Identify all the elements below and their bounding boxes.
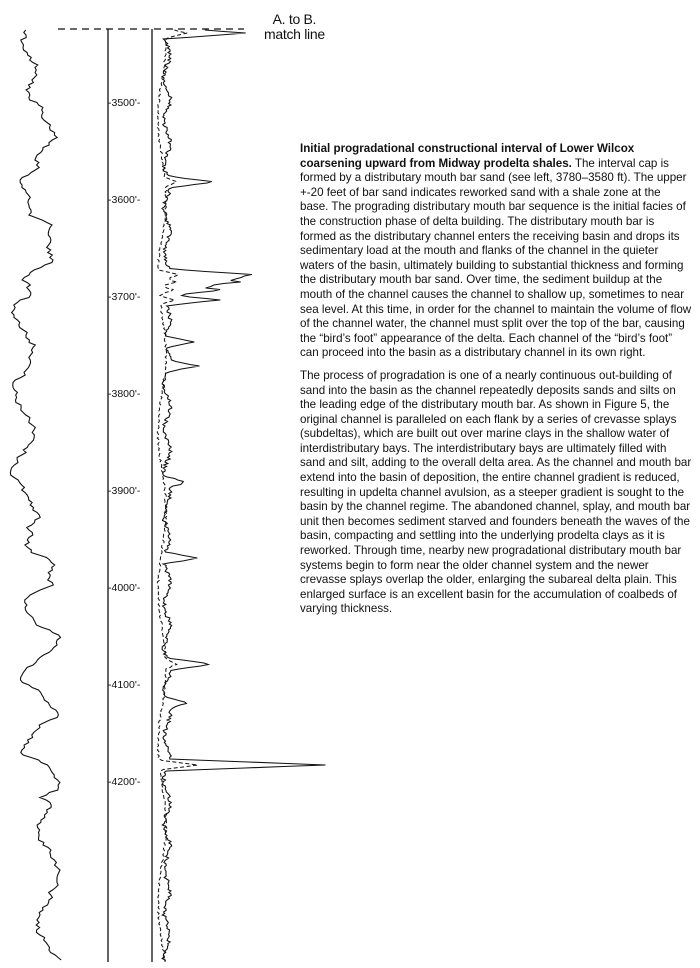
- match-line-label: [264, 12, 325, 42]
- depth-label-3800: -3800'-: [108, 388, 141, 400]
- depth-scale: [108, 97, 141, 788]
- paragraph-1-body: The interval cap is formed by a distributary mouth bar sand (see left, 3780–3580 ft). The upper +-20 feet of bar sand indicates reworked sand with a shale zone at the base. The prograding distributary mouth bar sequence is the initial facies of the construction phase of delta building. The distributary mouth bar is formed as the distributary channel enters the receiving basin and drops its sedimentary load at the mouth and flanks of the channel in the quieter waters of the basin, ultimately building to substantial thickness and forming the distributary mouth bar sand. Over time, the sediment buildup at the mouth of the channel causes the channel to shallow up, sometimes to near sea level. At this time, in order for the channel to maintain the volume of flow of the channel water, the channel must split over the top of the bar, causing the “bird’s foot” appearance of the delta. Each channel of the “bird’s foot” can proceed into the basin as a distributary channel in its own right.: [300, 156, 692, 360]
- paragraph-2: The process of progradation is one of a nearly continuous out-building of sand into the basin as the channel repeatedly deposits sands and silts on the leading edge of the distributary mouth bar. As shown in Figure 5, the original channel is paralleled on each flank by a series of crevasse splays (subdeltas), which are built out over marine clays in the shallow water of interdistributary bays. The interdistributary bays are ultimately filled with sand and silt, adding to the overall delta area. As the channel and mouth bar extend into the basin of deposition, the entire channel gradient is reduced, resulting in updelta channel avulsion, as a steeper gradient is sought to the basin by the channel regime. The abandoned channel, splay, and mouth bar unit then becomes sediment starved and founders beneath the waves of the basin, compacting and settling into the underlying prodelta clays as it is reworked. Through time, nearby new progradational distributary mouth bar systems begin to form near the older channel system and the newer crevasse splays overlap the older, enlarging the subareal delta plain. This enlarged surface is an excellent basin for the accumulation of coalbeds of varying thickness.: [300, 368, 692, 616]
- match-label-line2: match line: [264, 26, 325, 42]
- depth-label-3700: -3700'-: [108, 291, 141, 303]
- sp-curve: [10, 30, 61, 960]
- depth-label-3500: -3500'-: [108, 97, 141, 109]
- depth-label-3600: -3600'-: [108, 194, 141, 206]
- description-text: [300, 142, 692, 625]
- well-log-diagram: [0, 0, 330, 968]
- match-label-line1: A. to B.: [272, 11, 317, 27]
- depth-label-4200: -4200'-: [108, 776, 141, 788]
- depth-label-4000: -4000'-: [108, 582, 141, 594]
- depth-label-3900: -3900'-: [108, 485, 141, 497]
- paragraph-1: [300, 142, 692, 361]
- depth-label-4100: -4100'-: [108, 679, 141, 691]
- paragraph-1-heading: Initial progradational constructional interval of Lower Wilcox coarsening upward from Midway prodelta shales.: [300, 142, 635, 170]
